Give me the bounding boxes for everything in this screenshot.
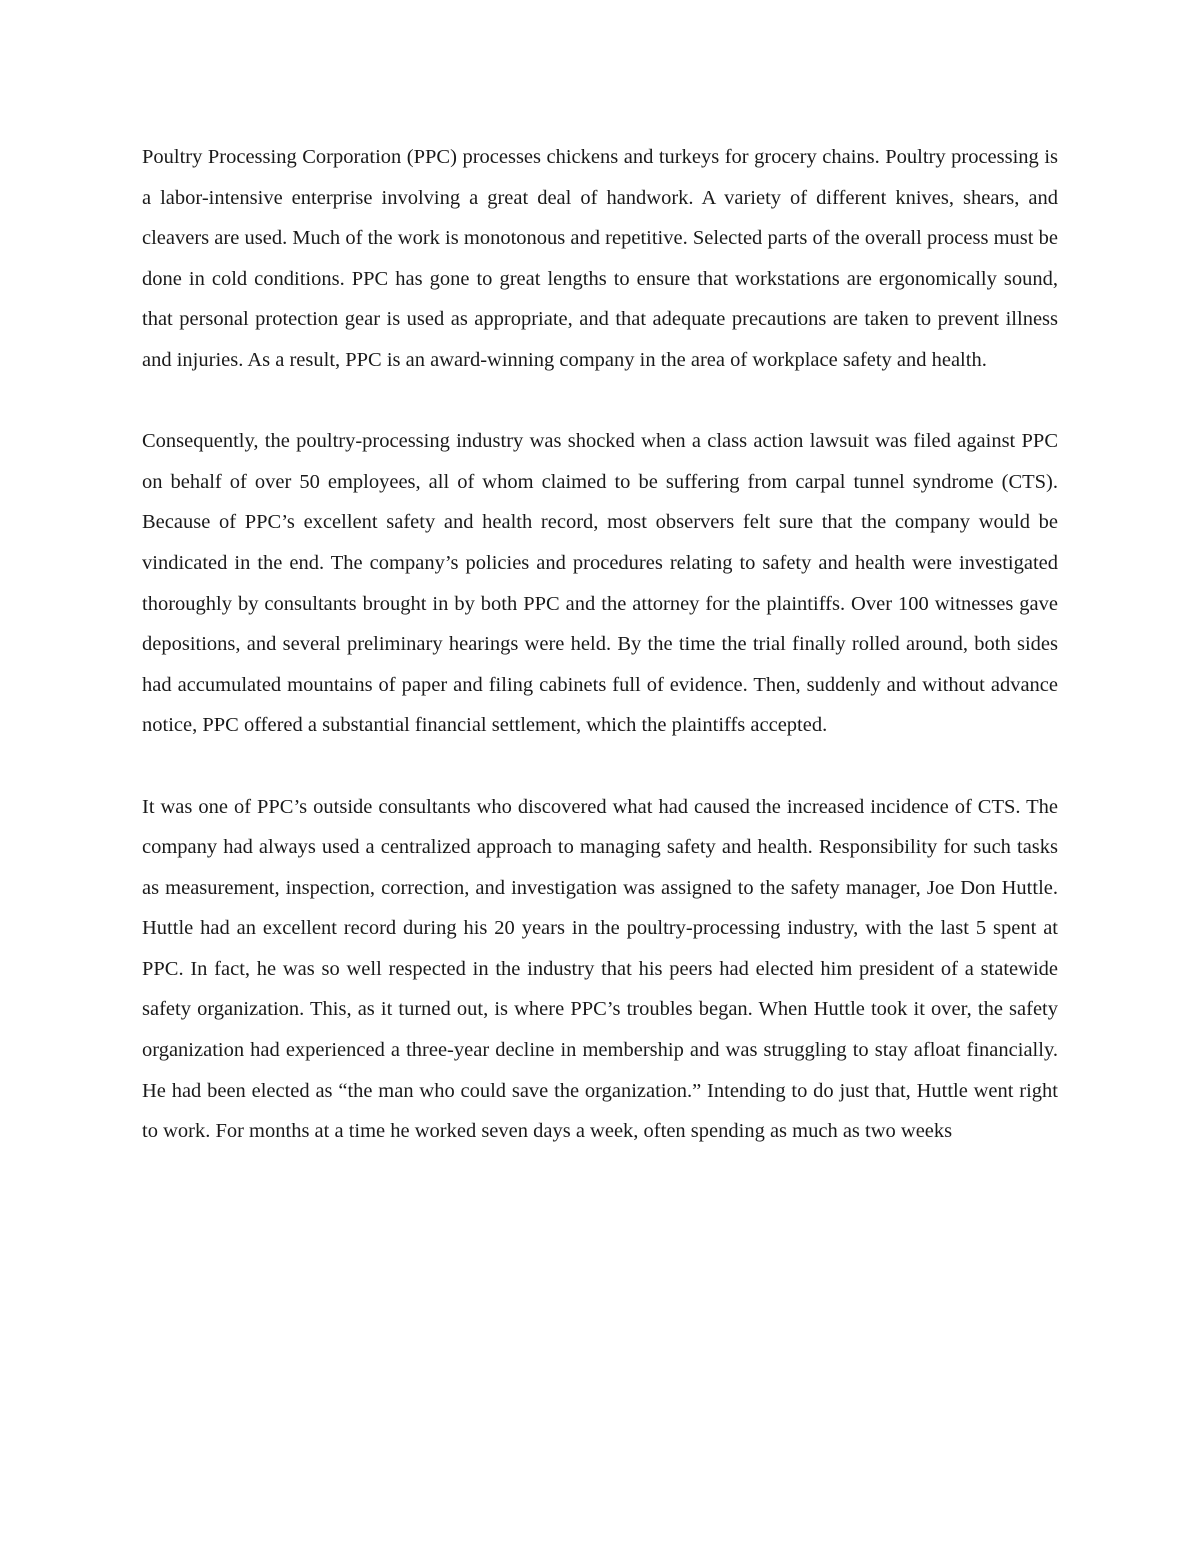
paragraph-1: Poultry Processing Corporation (PPC) processes chickens and turkeys for grocery chains. Poultry processing is a labor-intensive enterprise involving a great deal of handwork. A variety of different knives, shears, and cleavers are used. Much of the work is monotonous and repetitive. Selected parts of the overall process must be done in cold conditions. PPC has gone to great lengths to ensure that workstations are ergonomically sound, that personal protection gear is used as appropriate, and that adequate precautions are taken to prevent illness and injuries. As a result, PPC is an award-winning company in the area of workplace safety and health. [142,146,1058,371]
paragraph-2: Consequently, the poultry-processing industry was shocked when a class action lawsuit was filed against PPC on behalf of over 50 employees, all of whom claimed to be suffering from carpal tunnel syndrome (CTS). Because of PPC’s excellent safety and health record, most observers felt sure that the company would be vindicated in the end. The company’s policies and procedures relating to safety and health were investigated thoroughly by consultants brought in by both PPC and the attorney for the plaintiffs. Over 100 witnesses gave depositions, and several preliminary hearings were held. By the time the trial finally rolled around, both sides had accumulated mountains of paper and filing cabinets full of evidence. Then, suddenly and without advance notice, PPC offered a substantial financial settlement, which the plaintiffs accepted. [142,430,1058,737]
paragraph-spacer [142,381,1058,422]
document-body [142,137,1058,1152]
paragraph-spacer [142,746,1058,787]
paragraph-3: It was one of PPC’s outside consultants who discovered what had caused the increased incidence of CTS. The company had always used a centralized approach to managing safety and health. Responsibility for such tasks as measurement, inspection, correction, and investigation was assigned to the safety manager, Joe Don Huttle. Huttle had an excellent record during his 20 years in the poultry-processing industry, with the last 5 spent at PPC. In fact, he was so well respected in the industry that his peers had elected him president of a statewide safety organization. This, as it turned out, is where PPC’s troubles began. When Huttle took it over, the safety organization had experienced a three-year decline in membership and was struggling to stay afloat financially. He had been elected as “the man who could save the organization.” Intending to do just that, Huttle went right to work. For months at a time he worked seven days a week, often spending as much as two weeks [142,795,1058,1143]
